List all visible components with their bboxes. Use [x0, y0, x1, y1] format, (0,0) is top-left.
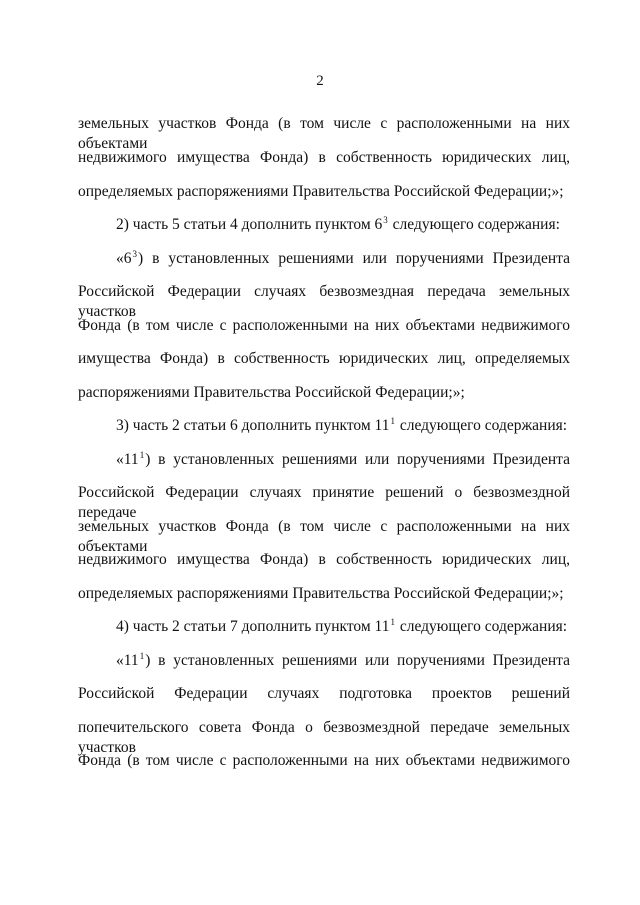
text-line: Российской Федерации случаях подготовка проектов решений	[78, 685, 570, 702]
text-run: 4) часть 2 статьи 7 дополнить пунктом 11	[116, 618, 390, 635]
text-line: недвижимого имущества Фонда) в собственность юридических лиц,	[78, 149, 570, 166]
text-line: Российской Федерации случаях безвозмездная передача земельных участков	[78, 283, 570, 320]
text-line: попечительского совета Фонда о безвозмездной передаче земельных участков	[78, 719, 570, 756]
text-run: «6	[116, 250, 132, 267]
text-line: определяемых распоряжениями Правительства Российской Федерации;»;	[78, 183, 564, 200]
text-run: ) в установленных решениями или поручениями Президента	[138, 250, 570, 267]
text-line: земельных участков Фонда (в том числе с расположенными на них объектами	[78, 115, 570, 152]
text-run: «11	[116, 451, 139, 468]
text-line: Фонда (в том числе с расположенными на них объектами недвижимого	[78, 752, 570, 769]
text-line: Российской Федерации случаях принятие решений о безвозмездной передаче	[78, 484, 570, 521]
list-item-4	[116, 617, 570, 638]
text-line: распоряжениями Правительства Российской Федерации;»;	[78, 384, 465, 401]
superscript: 1	[390, 617, 395, 627]
text-run: ) в установленных решениями или поручениями Президента	[145, 652, 570, 669]
superscript: 3	[132, 249, 137, 259]
text-run: 2) часть 5 статьи 4 дополнить пунктом 6	[116, 216, 383, 233]
text-line: земельных участков Фонда (в том числе с расположенными на них объектами	[78, 518, 570, 555]
text-run: следующего содержания:	[388, 216, 560, 233]
superscript: 1	[139, 450, 145, 460]
superscript: 1	[390, 416, 395, 426]
superscript: 3	[383, 215, 388, 225]
text-line: определяемых распоряжениями Правительства Российской Федерации;»;	[78, 585, 564, 602]
text-run: ) в установленных решениями или поручениями Президента	[145, 451, 570, 468]
list-item-2	[116, 215, 570, 236]
quoted-line	[116, 450, 570, 471]
page-number: 2	[316, 73, 324, 89]
list-item-3	[116, 416, 570, 437]
quoted-line	[116, 249, 570, 270]
text-run: следующего содержания:	[395, 618, 568, 635]
text-run: следующего содержания:	[395, 417, 568, 434]
text-run: «11	[116, 652, 139, 669]
text-line: имущества Фонда) в собственность юридических лиц, определяемых	[78, 350, 570, 367]
quoted-line	[116, 651, 570, 672]
text-run: 3) часть 2 статьи 6 дополнить пунктом 11	[116, 417, 390, 434]
text-line: недвижимого имущества Фонда) в собственность юридических лиц,	[78, 551, 570, 568]
superscript: 1	[139, 651, 145, 661]
text-line: Фонда (в том числе с расположенными на них объектами недвижимого	[78, 317, 570, 334]
